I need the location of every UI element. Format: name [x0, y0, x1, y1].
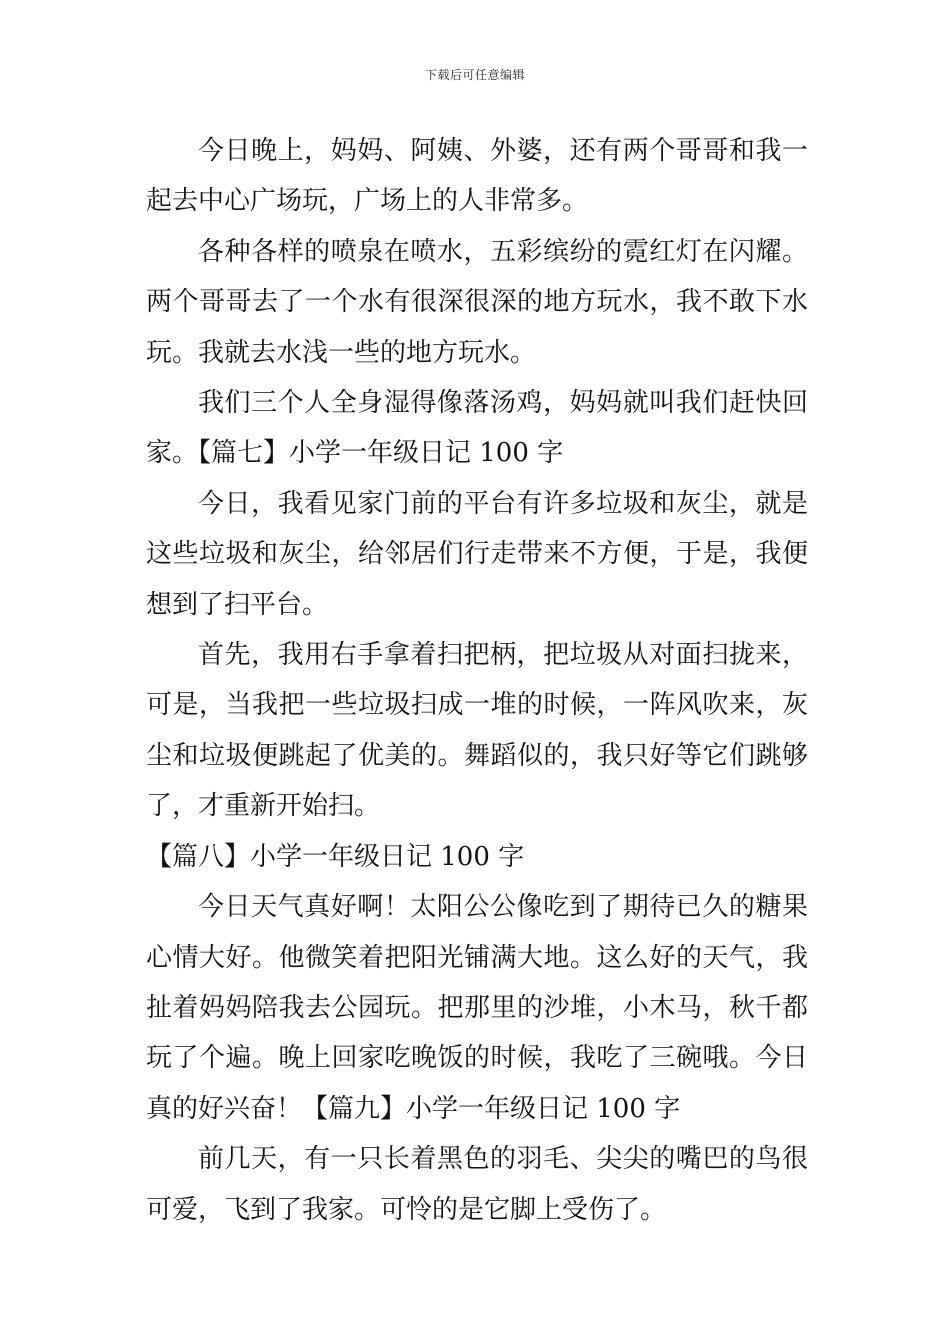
paragraph-2: 各种各样的喷泉在喷水，五彩缤纷的霓红灯在闪耀。两个哥哥去了一个水有很深很深的地方玩水，我不敢下水玩。我就去水浅一些的地方玩水。: [146, 236, 808, 368]
paragraph-8: 前几天，有一只长着黑色的羽毛、尖尖的嘴巴的鸟很可爱，飞到了我家。可怜的是它脚上受伤了。: [146, 1144, 808, 1225]
paragraph-5: 首先，我用右手拿着扫把柄，把垃圾从对面扫拢来，可是，当我把一些垃圾扫成一堆的时候，一阵风吹来，灰尘和垃圾便跳起了优美的。舞蹈似的，我只好等它们跳够了，才重新开始扫。: [146, 640, 808, 822]
paragraph-4: 今日，我看见家门前的平台有许多垃圾和灰尘，就是这些垃圾和灰尘，给邻居们行走带来不方便，于是，我便想到了扫平台。: [146, 488, 808, 620]
paragraph-7: 今日天气真好啊！太阳公公像吃到了期待已久的糖果心情大好。他微笑着把阳光铺满大地。这么好的天气，我扯着妈妈陪我去公园玩。把那里的沙堆，小木马，秋千都玩了个遍。晚上回家吃晚饭的时候，我吃了三碗哦。今日真的好兴奋！【篇九】小学一年级日记 100 字: [146, 892, 808, 1124]
section-heading-8: 【篇八】小学一年级日记 100 字: [146, 841, 525, 872]
paragraph-1: 今日晚上，妈妈、阿姨、外婆，还有两个哥哥和我一起去中心广场玩，广场上的人非常多。: [146, 136, 808, 217]
document-body: [146, 126, 808, 1235]
paragraph-3: 我们三个人全身湿得像落汤鸡，妈妈就叫我们赶快回家。【篇七】小学一年级日记 100 字: [146, 388, 808, 469]
page-header: 下载后可任意编辑: [424, 68, 525, 82]
